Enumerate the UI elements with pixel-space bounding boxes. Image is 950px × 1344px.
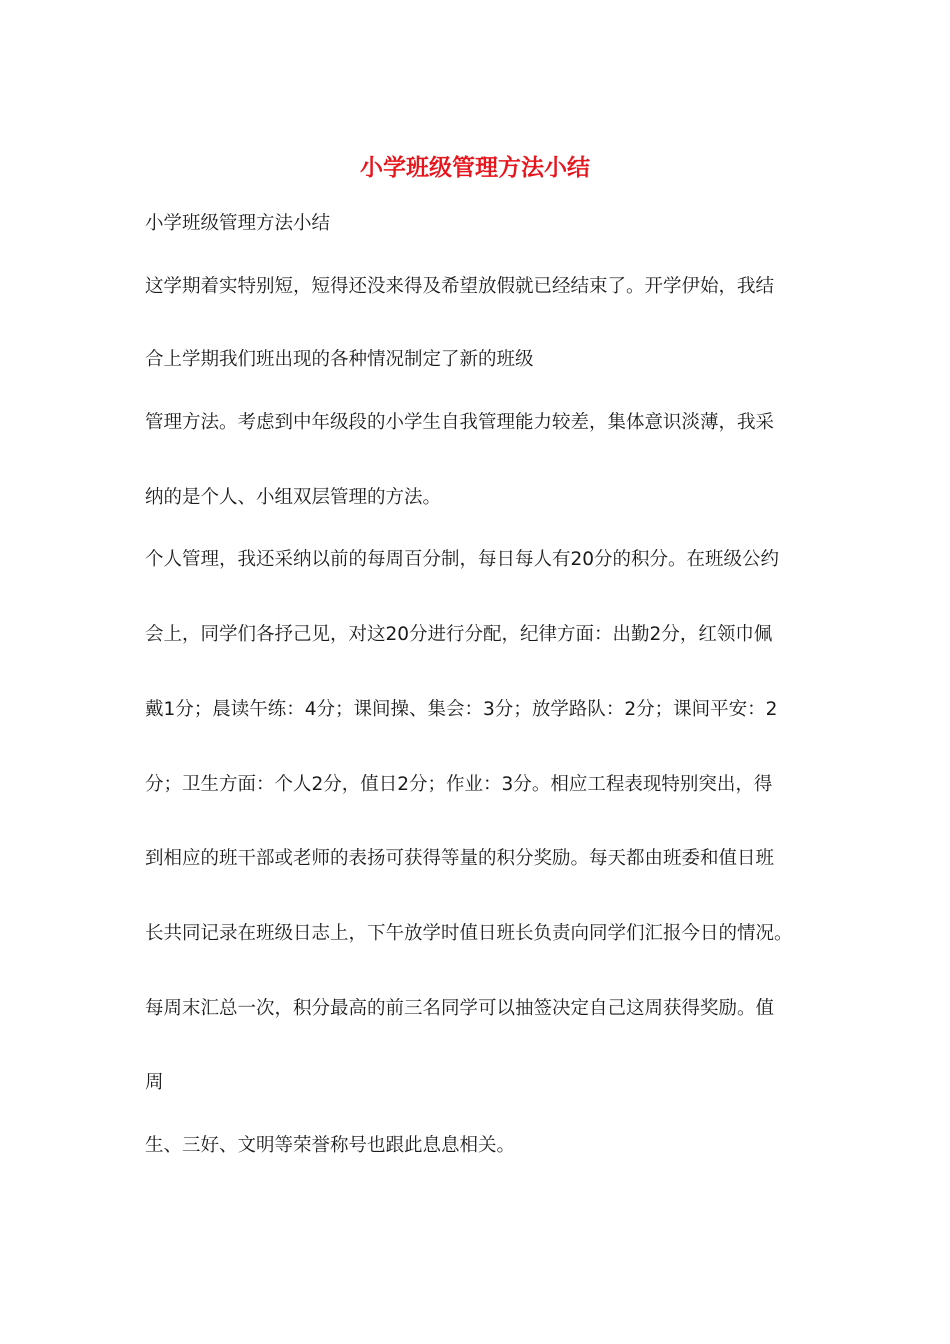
paragraph-line: 戴1分；晨读午练：4分；课间操、集会：3分；放学路队：2分；课间平安：2 — [145, 699, 778, 720]
paragraph-line: 分；卫生方面：个人2分，值日2分；作业：3分。相应工程表现特别突出，得 — [145, 774, 773, 795]
paragraph-line: 合上学期我们班出现的各种情况制定了新的班级 — [145, 349, 534, 370]
paragraph-line: 周 — [145, 1072, 164, 1093]
paragraph-line: 生、三好、文明等荣誉称号也跟此息息相关。 — [145, 1135, 516, 1156]
paragraph-line: 纳的是个人、小组双层管理的方法。 — [145, 487, 442, 508]
paragraph-line: 会上，同学们各抒己见，对这20分进行分配，纪律方面：出勤2分，红领巾佩 — [145, 624, 773, 645]
document-title: 小学班级管理方法小结 — [360, 154, 590, 181]
paragraph-line: 到相应的班干部或老师的表扬可获得等量的积分奖励。每天都由班委和值日班 — [145, 848, 775, 869]
paragraph-line: 长共同记录在班级日志上，下午放学时值日班长负责向同学们汇报今日的情况。 — [145, 923, 793, 944]
subtitle-line: 小学班级管理方法小结 — [145, 213, 331, 234]
paragraph-line: 每周末汇总一次，积分最高的前三名同学可以抽签决定自己这周获得奖励。值 — [145, 998, 775, 1019]
paragraph-line: 个人管理，我还采纳以前的每周百分制，每日每人有20分的积分。在班级公约 — [145, 549, 780, 570]
paragraph-line: 管理方法。考虑到中年级段的小学生自我管理能力较差，集体意识淡薄，我采 — [145, 412, 775, 433]
paragraph-line: 这学期着实特别短，短得还没来得及希望放假就已经结束了。开学伊始，我结 — [145, 276, 775, 297]
